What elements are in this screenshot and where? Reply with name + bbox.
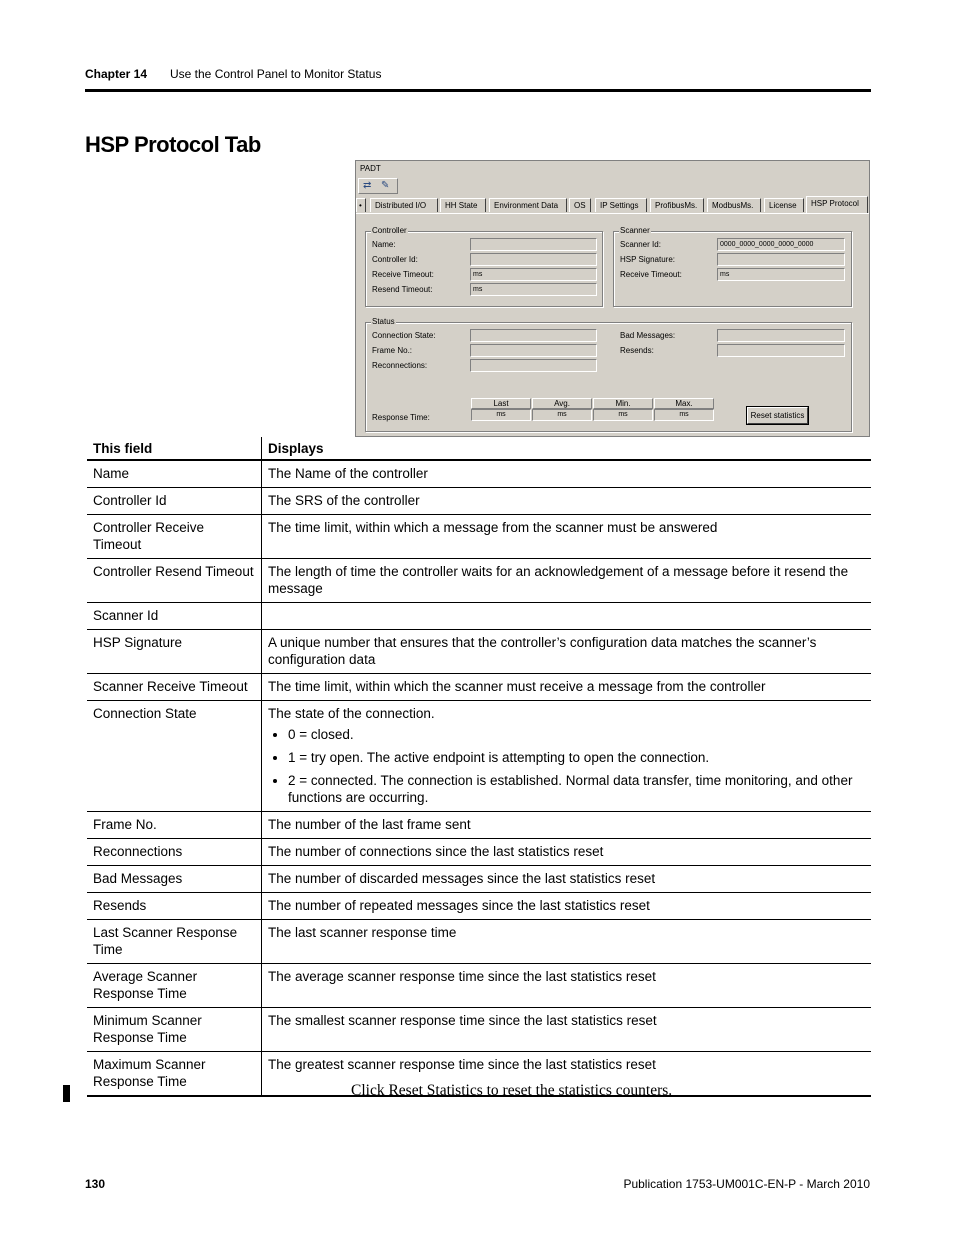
section-title: HSP Protocol Tab	[85, 132, 261, 157]
toolbar	[358, 178, 398, 194]
header-this-field: This field	[87, 437, 262, 460]
table-row	[87, 893, 871, 920]
header-rule	[85, 89, 871, 92]
reconnections-label: Reconnections:	[372, 361, 428, 370]
hsp-signature-field	[717, 253, 845, 266]
field-display: The time limit, within which the scanner must receive a message from the controller	[262, 674, 872, 701]
chapter-label: Chapter 14	[85, 67, 148, 81]
table-row	[87, 674, 871, 701]
body-text: Click Reset Statistics to reset the statistics counters.	[351, 1082, 673, 1099]
controller-resend-timeout-label: Resend Timeout:	[372, 285, 433, 294]
reset-statistics-button[interactable]: Reset statistics	[747, 407, 808, 424]
field-name: Resends	[87, 893, 262, 920]
page-number: 130	[85, 1177, 106, 1191]
scanner-id-field: 0000_0000_0000_0000_0000	[717, 238, 845, 251]
connection-state-list	[268, 726, 865, 806]
field-name: Controller Id	[87, 488, 262, 515]
change-bar	[63, 1085, 70, 1102]
controller-name-field	[470, 238, 597, 251]
window-title: PADT	[360, 164, 381, 173]
controller-resend-timeout-field: ms	[470, 283, 597, 296]
publication-info: Publication 1753-UM001C-EN-P - March 2010	[623, 1177, 870, 1191]
bad-messages-field	[717, 329, 845, 342]
field-name: Minimum Scanner Response Time	[87, 1008, 262, 1052]
tab-license[interactable]: License	[764, 198, 804, 212]
response-avg-value: ms	[532, 409, 592, 421]
table-row	[87, 559, 871, 603]
table-row	[87, 866, 871, 893]
hsp-signature-label: HSP Signature:	[620, 255, 675, 264]
controller-receive-timeout-label: Receive Timeout:	[372, 270, 434, 279]
table-row	[87, 460, 871, 488]
edit-icon[interactable]: ✎	[381, 180, 390, 191]
response-min-value: ms	[593, 409, 653, 421]
reconnections-field	[470, 359, 597, 372]
tab-profibusms[interactable]: ProfibusMs.	[650, 198, 704, 212]
field-name: HSP Signature	[87, 630, 262, 674]
connect-icon[interactable]: ⇄	[363, 180, 372, 191]
col-header-min: Min.	[593, 398, 653, 409]
tab-strip	[356, 197, 869, 214]
controller-group-label: Controller	[372, 226, 407, 235]
col-header-avg: Avg.	[532, 398, 592, 409]
field-display: The SRS of the controller	[262, 488, 872, 515]
scanner-receive-timeout-field: ms	[717, 268, 845, 281]
field-display: The number of connections since the last statistics reset	[262, 839, 872, 866]
frame-no-field	[470, 344, 597, 357]
tab-ip-settings[interactable]: IP Settings	[595, 198, 647, 212]
status-group-label: Status	[372, 317, 395, 326]
field-display: The Name of the controller	[262, 460, 872, 488]
response-last-value: ms	[471, 409, 531, 421]
resends-field	[717, 344, 845, 357]
field-name: Bad Messages	[87, 866, 262, 893]
field-display: The time limit, within which a message from the scanner must be answered	[262, 515, 872, 559]
chapter-title: Use the Control Panel to Monitor Status	[170, 67, 382, 81]
connection-state-intro: The state of the connection.	[268, 706, 435, 721]
field-display: The number of repeated messages since the last statistics reset	[262, 893, 872, 920]
field-display	[262, 701, 872, 812]
table-row	[87, 964, 871, 1008]
field-display: A unique number that ensures that the controller’s configuration data matches the scanner’s configuration data	[262, 630, 872, 674]
table-header-row	[87, 437, 871, 460]
tab-os[interactable]: OS	[569, 198, 591, 212]
field-name: Name	[87, 460, 262, 488]
frame-no-label: Frame No.:	[372, 346, 413, 355]
table-row	[87, 630, 871, 674]
field-name: Controller Resend Timeout	[87, 559, 262, 603]
list-item: • 2 = connected. The connection is established. Normal data transfer, time monitoring, and other functions are occurring.	[288, 772, 865, 806]
col-header-last: Last	[471, 398, 531, 409]
connection-state-field	[470, 329, 597, 342]
response-max-value: ms	[654, 409, 714, 421]
list-item: • 0 = closed.	[288, 726, 865, 743]
field-display: The smallest scanner response time since the last statistics reset	[262, 1008, 872, 1052]
tab-scroll-left[interactable]: •	[356, 198, 366, 212]
controller-name-label: Name:	[372, 240, 396, 249]
tab-modbusms[interactable]: ModbusMs.	[707, 198, 761, 212]
field-name: Frame No.	[87, 812, 262, 839]
table-row	[87, 1008, 871, 1052]
header-displays: Displays	[262, 437, 872, 460]
field-display: The number of discarded messages since the last statistics reset	[262, 866, 872, 893]
table-row	[87, 515, 871, 559]
resends-label: Resends:	[620, 346, 654, 355]
field-display	[262, 603, 872, 630]
bad-messages-label: Bad Messages:	[620, 331, 676, 340]
field-name: Connection State	[87, 701, 262, 812]
scanner-id-label: Scanner Id:	[620, 240, 661, 249]
field-description-table	[87, 437, 871, 1097]
scanner-receive-timeout-label: Receive Timeout:	[620, 270, 682, 279]
tab-distributed-io[interactable]: Distributed I/O	[370, 198, 438, 212]
field-name: Average Scanner Response Time	[87, 964, 262, 1008]
field-name: Last Scanner Response Time	[87, 920, 262, 964]
table-row	[87, 839, 871, 866]
controller-id-label: Controller Id:	[372, 255, 418, 264]
tab-hh-state[interactable]: HH State	[440, 198, 486, 212]
controller-id-field	[470, 253, 597, 266]
field-name: Scanner Id	[87, 603, 262, 630]
col-header-max: Max.	[654, 398, 714, 409]
tab-environment-data[interactable]: Environment Data	[489, 198, 567, 212]
scanner-group-label: Scanner	[620, 226, 650, 235]
field-display: The greatest scanner response time since the last statistics reset	[262, 1052, 872, 1097]
field-display: The last scanner response time	[262, 920, 872, 964]
connection-state-label: Connection State:	[372, 331, 436, 340]
table-row	[87, 920, 871, 964]
field-name: Scanner Receive Timeout	[87, 674, 262, 701]
response-time-label: Response Time:	[372, 413, 430, 422]
field-display: The average scanner response time since the last statistics reset	[262, 964, 872, 1008]
controller-receive-timeout-field: ms	[470, 268, 597, 281]
table-row	[87, 603, 871, 630]
list-item: • 1 = try open. The active endpoint is attempting to open the connection.	[288, 749, 865, 766]
field-display: The number of the last frame sent	[262, 812, 872, 839]
table-row	[87, 812, 871, 839]
field-display: The length of time the controller waits for an acknowledgement of a message before it resend the message	[262, 559, 872, 603]
table-row	[87, 488, 871, 515]
field-name: Reconnections	[87, 839, 262, 866]
table-row	[87, 701, 871, 812]
padt-window-screenshot	[355, 160, 870, 437]
field-name: Maximum Scanner Response Time	[87, 1052, 262, 1097]
field-name: Controller Receive Timeout	[87, 515, 262, 559]
tab-hsp-protocol[interactable]: HSP Protocol	[806, 196, 868, 213]
